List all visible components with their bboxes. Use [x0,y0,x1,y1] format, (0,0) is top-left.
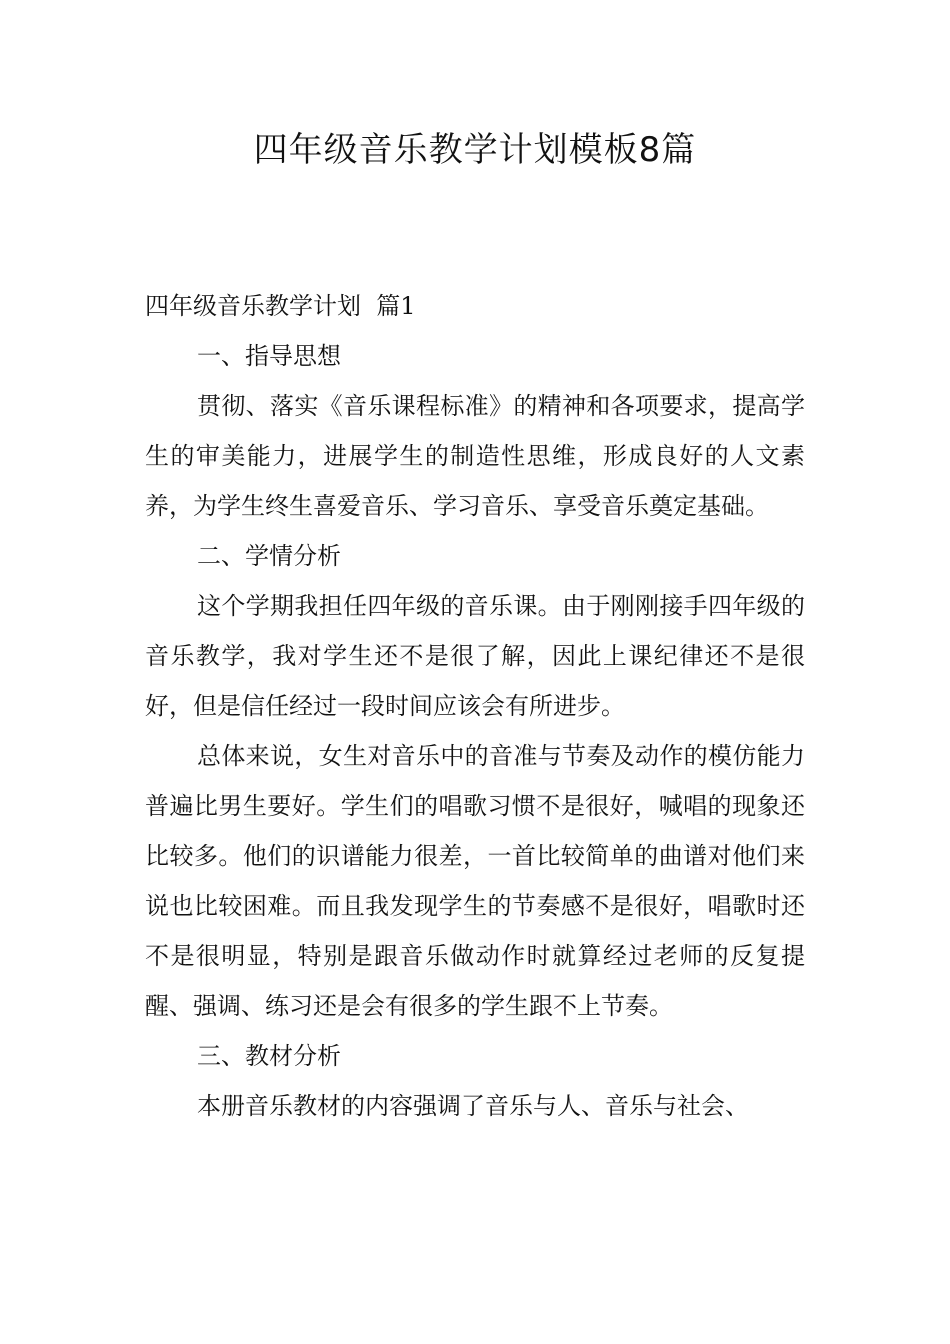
document-body [145,281,805,1131]
heading-guiding-ideology: 一、指导思想 [197,342,341,370]
heading-student-analysis: 二、学情分析 [197,542,341,570]
paragraph-student-analysis-2: 总体来说，女生对音乐中的音准与节奏及动作的模仿能力普遍比男生要好。学生们的唱歌习惯不是很好，喊唱的现象还比较多。他们的识谱能力很差，一首比较简单的曲谱对他们来说也比较困难。而且我发现学生的节奏感不是很好，唱歌时还不是很明显，特别是跟音乐做动作时就算经过老师的反复提醒、强调、练习还是会有很多的学生跟不上节奏。 [145,742,805,1020]
paragraph-guiding-ideology: 贯彻、落实《音乐课程标准》的精神和各项要求，提高学生的审美能力，进展学生的制造性思维，形成良好的人文素养，为学生终生喜爱音乐、学习音乐、享受音乐奠定基础。 [145,392,805,520]
paragraph-textbook-analysis: 本册音乐教材的内容强调了音乐与人、音乐与社会、 [197,1092,749,1120]
paragraph-student-analysis-1: 这个学期我担任四年级的音乐课。由于刚刚接手四年级的音乐教学，我对学生还不是很了解，因此上课纪律还不是很好，但是信任经过一段时间应该会有所进步。 [145,592,805,720]
heading-textbook-analysis: 三、教材分析 [197,1042,341,1070]
document-title: 四年级音乐教学计划模板8篇 [253,130,697,170]
section-heading: 四年级音乐教学计划 篇1 [145,292,416,320]
